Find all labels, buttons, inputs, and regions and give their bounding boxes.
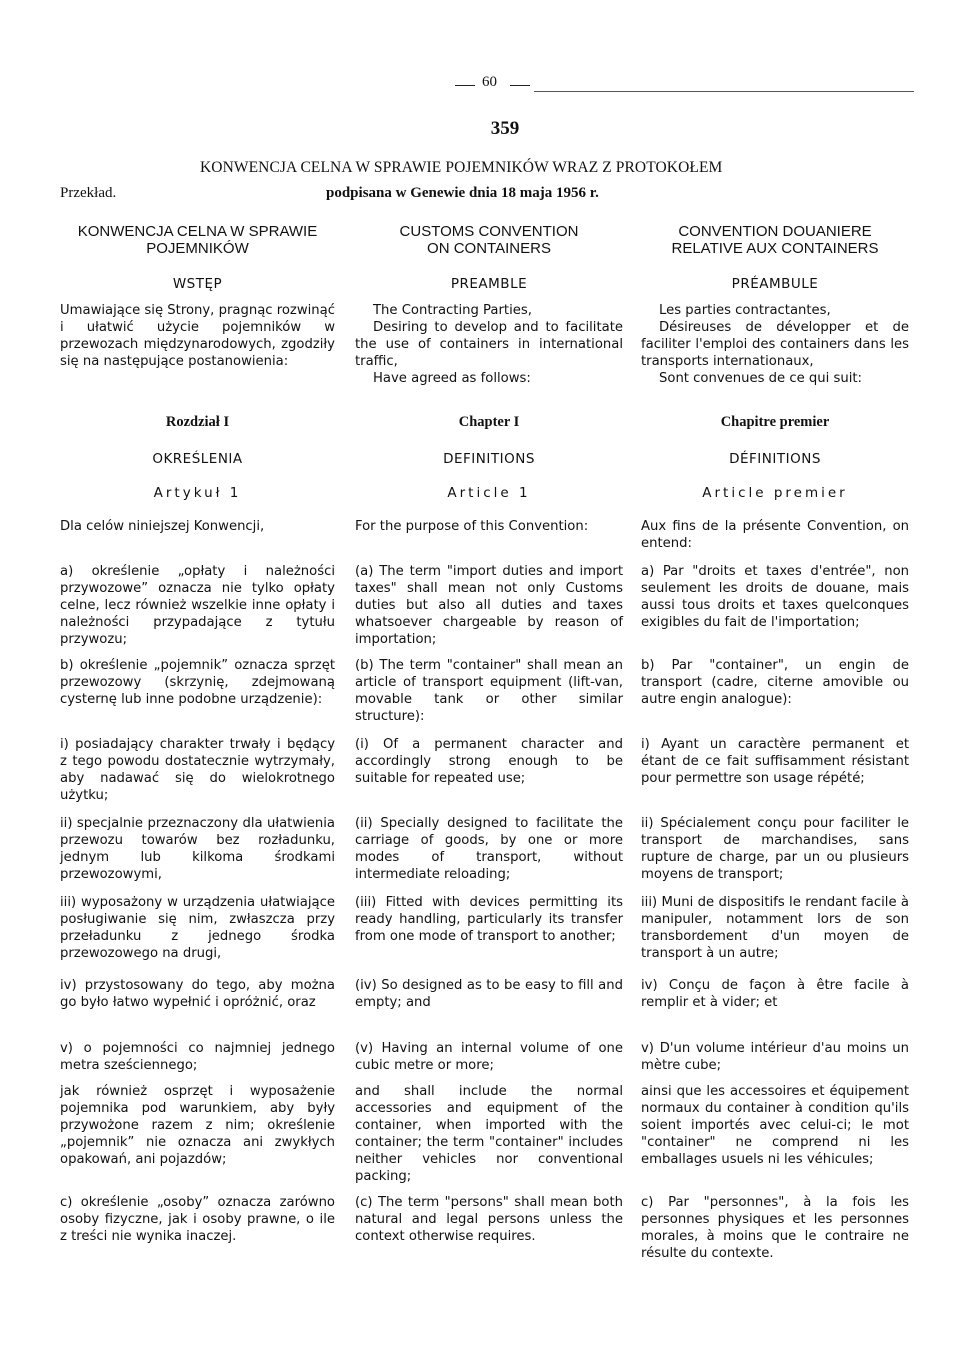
fr-p3: i) Ayant un caractère permanent et étant de ce fait suffisamment résistant pour permettre son usage répété;	[641, 737, 909, 786]
page-number: 60	[482, 74, 497, 90]
en-preamble-line-3: Have agreed as follows:	[373, 371, 531, 386]
fr-p5: iii) Muni de dispositifs le rendant facile à manipuler, notamment lors de son transbordement d'un moyen de transport à un autre;	[641, 895, 909, 961]
header-line	[534, 91, 914, 92]
fr-definitions-heading: DÉFINITIONS	[729, 451, 821, 467]
signed-line: podpisana w Genewie dnia 18 maja 1956 r.	[326, 185, 599, 201]
fr-preamble	[641, 302, 909, 387]
fr-preamble-line-1: Les parties contractantes,	[659, 303, 831, 318]
en-title-line-1: CUSTOMS CONVENTION	[399, 223, 579, 240]
pl-p9: c) określenie „osoby” oznacza zarówno osoby fizyczne, jak i osoby prawne, o ile z treści nie wynika inaczej.	[60, 1195, 335, 1244]
pl-title-line-2: POJEMNIKÓW	[146, 240, 249, 257]
fr-p0: Aux fins de la présente Convention, on entend:	[641, 519, 909, 551]
fr-p7: v) D'un volume intérieur d'au moins un mètre cube;	[641, 1041, 909, 1073]
en-p4: (ii) Specially designed to facilitate the carriage of goods, by one or more modes of transport, without intermediate reloading;	[355, 816, 623, 882]
main-title: KONWENCJA CELNA W SPRAWIE POJEMNIKÓW WRAZ Z PROTOKOŁEM	[200, 159, 723, 176]
en-p5: (iii) Fitted with devices permitting its ready handling, particularly its transfer from one mode of transport to another;	[355, 895, 623, 944]
fr-p8: ainsi que les accessoires et équipement normaux du container à condition qu'ils soient importés avec celui-ci; le mot "container" ne comprend ni les emballages usuels ni les véhicules;	[641, 1084, 909, 1167]
en-p0: For the purpose of this Convention:	[355, 519, 589, 534]
en-preamble-line-1: The Contracting Parties,	[373, 303, 532, 318]
translation-label: Przekład.	[60, 185, 117, 201]
fr-preamble-line-2: Désireuses de développer et de faciliter l'emploi des containers dans les transports internationaux,	[641, 320, 909, 369]
pl-p8: jak również osprzęt i wyposażenie pojemnika pod warunkiem, aby były przywożone razem z nim; określenie „pojemnik” nie oznacza ani zwykłych opakowań, ani pojazdów;	[60, 1084, 335, 1167]
pl-definitions-heading: OKREŚLENIA	[152, 451, 243, 467]
rule-left	[455, 85, 475, 86]
fr-title-line-2: RELATIVE AUX CONTAINERS	[671, 240, 879, 257]
pl-p3: i) posiadający charakter trwały i będący z tego powodu dostatecznie wytrzymały, aby nadawać się do wielokrotnego użytku;	[60, 737, 335, 803]
fr-p9: c) Par "personnes", à la fois les personnes physiques et les personnes morales, à moins que le contraire ne résulte du contexte.	[641, 1195, 909, 1261]
pl-preamble	[60, 302, 335, 370]
en-p1: (a) The term "import duties and import taxes" shall mean not only Customs duties but also all duties and taxes whatsoever chargeable by reason of importation;	[355, 564, 623, 647]
en-chapter: Chapter I	[458, 414, 520, 430]
fr-article-heading: Article premier	[702, 485, 848, 501]
fr-p2: b) Par "container", un engin de transport (cadre, citerne amovible ou autre engin analogue):	[641, 658, 909, 707]
en-p8: and shall include the normal accessories and equipment of the container, when imported with the container; the term "container" includes neither vehicles nor conventional packing;	[355, 1084, 623, 1184]
fr-preamble-heading: PRÉAMBULE	[731, 276, 819, 292]
pl-p2: b) określenie „pojemnik” oznacza sprzęt przewozowy (skrzynię, zdejmowaną cysternę lub inne podobne urządzenie):	[60, 658, 335, 707]
fr-chapter: Chapitre premier	[720, 414, 830, 430]
en-p9: (c) The term "persons" shall mean both natural and legal persons unless the context otherwise requires.	[355, 1195, 623, 1244]
pl-p1: a) określenie „opłaty i należności przywozowe” oznacza nie tylko opłaty celne, lecz również wszelkie inne opłaty i należności przypadające z tytułu przywozu;	[60, 564, 335, 647]
pl-title-line-1: KONWENCJA CELNA W SPRAWIE	[77, 223, 318, 240]
pl-preamble-text: Umawiające się Strony, pragnąc rozwinąć i ułatwić użycie pojemników w przewozach międzynarodowych, zgodziły się na następujące postanowienia:	[60, 303, 335, 369]
pl-title	[60, 223, 335, 257]
page-number-header	[0, 74, 960, 94]
fr-p4: ii) Spécialement conçu pour faciliter le transport de marchandises, sans rupture de charge, par un ou plusieurs moyens de transport;	[641, 816, 909, 882]
en-preamble	[355, 302, 623, 387]
pl-p6: iv) przystosowany do tego, aby można go było łatwo wypełnić i opróżnić, oraz	[60, 978, 335, 1010]
fr-preamble-line-3: Sont convenues de ce qui suit:	[659, 371, 862, 386]
fr-title-line-1: CONVENTION DOUANIERE	[678, 223, 872, 240]
pl-p4: ii) specjalnie przeznaczony dla ułatwienia przewozu towarów bez rozładunku, jednym lub kilkoma środkami przewozowymi,	[60, 816, 335, 882]
pl-p7: v) o pojemności co najmniej jednego metra sześciennego;	[60, 1041, 335, 1073]
fr-p1: a) Par "droits et taxes d'entrée", non seulement les droits de douane, mais aussi tous droits et taxes quelconques exigibles du fait de l'importation;	[641, 564, 909, 630]
document-number: 359	[490, 118, 520, 139]
en-definitions-heading: DEFINITIONS	[443, 451, 535, 467]
pl-p5: iii) wyposażony w urządzenia ułatwiające posługiwanie się nim, zwłaszcza przy przeładunku z jednego środka przewozowego na drugi,	[60, 895, 335, 961]
fr-title	[641, 223, 909, 257]
en-preamble-heading: PREAMBLE	[450, 276, 528, 292]
pl-p0: Dla celów niniejszej Konwencji,	[60, 519, 265, 534]
pl-article-heading: Artykuł 1	[153, 485, 242, 501]
rule-right	[510, 85, 530, 86]
en-preamble-line-2: Desiring to develop and to facilitate the use of containers in international traffic,	[355, 320, 623, 369]
en-p7: (v) Having an internal volume of one cubic metre or more;	[355, 1041, 623, 1073]
en-title	[355, 223, 623, 257]
en-p2: (b) The term "container" shall mean an article of transport equipment (lift-van, movable tank or other similar structure):	[355, 658, 623, 724]
pl-preamble-heading: WSTĘP	[172, 276, 223, 292]
fr-p6: iv) Conçu de façon à être facile à remplir et à vider; et	[641, 978, 909, 1010]
pl-chapter: Rozdział I	[165, 414, 230, 430]
en-title-line-2: ON CONTAINERS	[427, 240, 551, 257]
en-p3: (i) Of a permanent character and accordingly strong enough to be suitable for repeated use;	[355, 737, 623, 786]
en-article-heading: Article 1	[447, 485, 531, 501]
en-p6: (iv) So designed as to be easy to fill and empty; and	[355, 978, 623, 1010]
